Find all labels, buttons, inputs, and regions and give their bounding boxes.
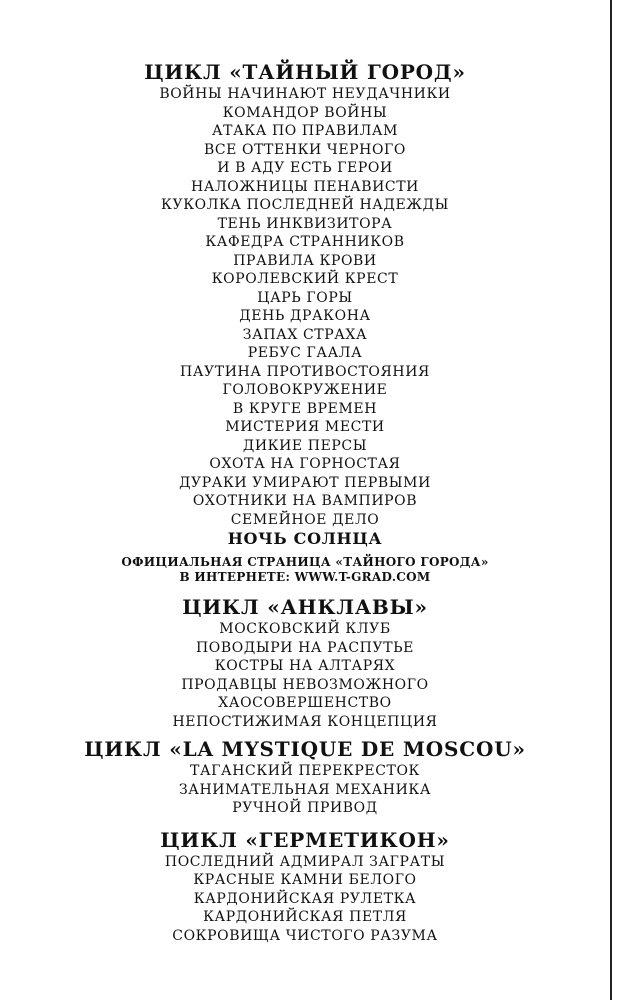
book-title: ДУРАКИ УМИРАЮТ ПЕРВЫМИ [179, 474, 431, 491]
book-title: ЗАПАХ СТРАХА [242, 326, 368, 343]
series-heading: ЦИКЛ «ГЕРМЕТИКОН» [160, 827, 450, 852]
book-title: РЕБУС ГААЛА [247, 345, 363, 361]
book-title: РУЧНОЙ ПРИВОД [232, 800, 378, 816]
series-la-mystique-de-moscou [0, 737, 610, 818]
book-title: СОКРОВИЩА ЧИСТОГО РАЗУМА [172, 927, 438, 944]
book-title: ЗАНИМАТЕЛЬНАЯ МЕХАНИКА [178, 781, 432, 798]
website-note [0, 555, 610, 585]
book-title: ПРОДАВЦЫ НЕВОЗМОЖНОГО [181, 676, 429, 693]
book-title: ДЕНЬ ДРАКОНА [239, 308, 371, 324]
book-title: АТАКА ПО ПРАВИЛАМ [211, 123, 399, 139]
book-title: КАРДОНИЙСКАЯ ПЕТЛЯ [203, 909, 407, 925]
book-title: ОХОТА НА ГОРНОСТАЯ [209, 456, 401, 472]
book-list [0, 762, 610, 818]
book-title-highlighted: НОЧЬ СОЛНЦА [227, 529, 383, 548]
book-title: КОМАНДОР ВОЙНЫ [222, 104, 388, 121]
series-heading: ЦИКЛ «ТАЙНЫЙ ГОРОД» [144, 60, 466, 84]
series-heading: ЦИКЛ «АНКЛАВЫ» [182, 595, 428, 619]
book-title: НЕПОСТИЖИМАЯ КОНЦЕПЦИЯ [172, 713, 438, 730]
book-title: ПОВОДЫРИ НА РАСПУТЬЕ [195, 639, 414, 656]
book-title: МОСКОВСКИЙ КЛУБ [219, 621, 391, 637]
book-title: И В АДУ ЕСТЬ ГЕРОИ [217, 160, 393, 176]
book-title: КАФЕДРА СТРАННИКОВ [205, 234, 405, 250]
book-title: ТЕНЬ ИНКВИЗИТОРА [217, 215, 393, 232]
book-title: СЕМЕЙНОЕ ДЕЛО [230, 511, 380, 528]
book-title: ПАУТИНА ПРОТИВОСТОЯНИЯ [180, 363, 430, 380]
book-title: КАРДОНИЙСКАЯ РУЛЕТКА [193, 890, 417, 907]
website-note-line: ОФИЦИАЛЬНАЯ СТРАНИЦА «ТАЙНОГО ГОРОДА» [121, 555, 489, 569]
book-title: ДИКИЕ ПЕРСЫ [242, 437, 368, 454]
series-anklavy [0, 595, 610, 731]
book-title: ВСЕ ОТТЕНКИ ЧЕРНОГО [203, 141, 407, 158]
book-title: ХАОСОВЕРШЕНСТВО [218, 695, 392, 711]
book-title: КОРОЛЕВСКИЙ КРЕСТ [211, 271, 399, 287]
book-title: ОХОТНИКИ НА ВАМПИРОВ [192, 493, 418, 509]
book-list [0, 85, 610, 529]
book-title: КУКОЛКА ПОСЛЕДНЕЙ НАДЕЖДЫ [161, 197, 449, 213]
spacer [0, 585, 610, 595]
book-title: В КРУГЕ ВРЕМЕН [232, 400, 378, 417]
book-title: ЦАРЬ ГОРЫ [257, 289, 353, 306]
book-title: ГОЛОВОКРУЖЕНИЕ [222, 382, 388, 398]
series-tainy-gorod [0, 60, 610, 585]
series-germetikon [0, 828, 610, 946]
book-title: КРАСНЫЕ КАМНИ БЕЛОГО [193, 872, 417, 888]
book-title: НАЛОЖНИЦЫ ПЕНАВИСТИ [191, 178, 419, 195]
book-title: ТАГАНСКИЙ ПЕРЕКРЕСТОК [190, 763, 420, 779]
book-title: КОСТРЫ НА АЛТАРЯХ [214, 658, 396, 674]
book-title: ПОСЛЕДНИЙ АДМИРАЛ ЗАГРАТЫ [164, 853, 446, 870]
book-title: ПРАВИЛА КРОВИ [233, 252, 377, 269]
spacer [0, 818, 610, 828]
website-note-line: В ИНТЕРНЕТЕ: WWW.T-GRAD.COM [179, 570, 431, 584]
bibliography-list [0, 60, 610, 945]
book-title: МИСТЕРИЯ МЕСТИ [225, 419, 385, 435]
book-title: ВОЙНЫ НАЧИНАЮТ НЕУДАЧНИКИ [159, 86, 451, 102]
series-heading: ЦИКЛ «LA MYSTIQUE DE MOSCOU» [84, 737, 526, 761]
book-list [0, 620, 610, 731]
book-list [0, 853, 610, 946]
